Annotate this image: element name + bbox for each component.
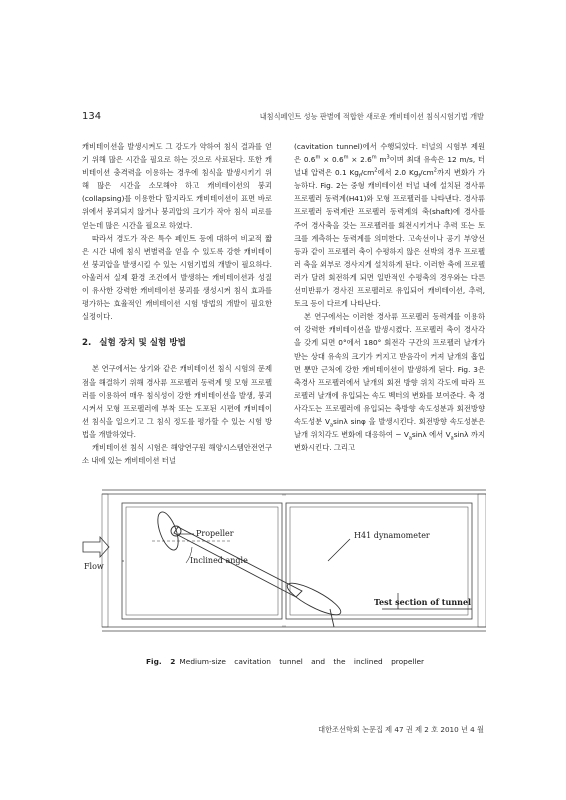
- label-dynamometer: H41 dynamometer: [354, 531, 430, 540]
- caption-text: Medium-size cavitation tunnel and the inclined propeller: [179, 657, 425, 666]
- text: 까지 변화가 가능하다. Fig. 2는 중형 캐비테이션 터널 내에 설치된 경사류 프로펠러 동력계(H41)와 모형 프로펠러를 나타낸다. 경사류 프로펠러 동력계란 프로펠러 동력계의 축(shaft)에 경사를 주어 경사축을 갖는 프로펠러를 회전시키거나 추력 또는 토크를 계측하는 동력계를 의미한다. 고속선이나 공기 부양선 등과 같이 프로펠러 축이 수평하지 않은 선박의 경우 프로펠러 축을 외부로 경사지게 설치하게 된다. 이러한 축에 프로펠러가 달려 회전하게 되면 일반적인 수평축의 경우와는 다른 선미반류가 경사진 프로펠러로 유입되어 캐비테이션, 추력, 토크 등이 다르게 나타난다.: [294, 168, 486, 309]
- flow-arrow: [83, 537, 109, 557]
- sub: a: [408, 435, 412, 442]
- bolt-strip-left: [102, 494, 108, 627]
- label-inclined-angle: Inclined angle: [190, 556, 248, 565]
- right-column: [294, 140, 485, 454]
- sup: 3: [386, 154, 390, 161]
- text: /cm: [420, 168, 434, 178]
- sub: a: [329, 422, 334, 429]
- page-number: 134: [82, 111, 102, 122]
- text: sinλ 까지 변화시킨다. 그리고: [294, 430, 485, 453]
- sub: f: [418, 173, 421, 180]
- left-paragraph-1: 캐비테이션을 발생시켜도 그 강도가 약하여 침식 결과를 얻기 위해 많은 시간을 필요로 하는 것으로 사료된다. 또한 캐비테이션 충격력을 이용하는 경우에 침식을 발생시키기 위해 많은 시간을 소모해야 하고 캐비테이션의 붕괴(collapsing)를 이용한다 할지라도 캐비테이션이 표면 바로 위에서 붕괴되지 않거나 붕괴압의 크기가 작아 침식 피로를 얻는데 많은 시간을 필요로 하였다.: [82, 142, 272, 230]
- left-paragraph-3: 본 연구에서는 상기와 같은 캐비테이션 침식 시험의 문제점을 해결하기 위해 경사류 프로펠러 동력계 및 모형 프로펠러를 이용하여 매우 침식성이 강한 캐비테이션을 발생, 붕괴시켜서 모형 프로펠러에 부착 또는 도포된 시편에 캐비테이션 침식을 일으키고 그 침식 정도를 평가할 수 있는 시험 방법을 개발하였다.: [82, 364, 272, 439]
- sup: 2: [374, 167, 378, 174]
- right-paragraph-2: [294, 310, 485, 454]
- text: /cm: [360, 168, 375, 178]
- left-paragraph-4: 캐비테이션 침식 시험은 해양연구원 해양시스템안전연구소 내에 있는 캐비테이션 터널: [82, 442, 272, 466]
- section-heading: [82, 337, 272, 350]
- caption-label: Fig. 2: [146, 657, 176, 666]
- running-title: 내침식페인트 성능 판별에 적합한 새로운 캐비테이션 침식시험기법 개발: [259, 112, 484, 121]
- sup: m: [371, 154, 377, 161]
- label-propeller: Propeller: [196, 529, 234, 538]
- sup: m: [315, 154, 321, 161]
- tunnel-diagram: [82, 481, 486, 648]
- text: × 0.6: [320, 155, 344, 165]
- sub: f: [358, 173, 361, 180]
- section-number: 2.: [82, 338, 92, 349]
- left-column: [82, 140, 272, 467]
- text: sinλ sinφ 을 발생시킨다. 회전방향 속도성분은 날개 위치각도 변화에 대응하여 − V: [294, 416, 485, 440]
- bolt-strip-right: [478, 494, 486, 627]
- figure-2: [82, 481, 486, 648]
- dynamometer-body: [284, 578, 344, 620]
- footer-journal: 대한조선학회 논문집 제 47 권 제 2 호 2010 년 4 월: [318, 725, 484, 734]
- text: × 2.6: [348, 155, 372, 165]
- support-strut: [330, 609, 334, 627]
- text: 에서 2.0 Kg: [377, 168, 419, 178]
- sup: m: [343, 154, 349, 161]
- figure-caption: [146, 657, 424, 666]
- dynamometer-pointer: [328, 539, 350, 561]
- sub: a: [450, 435, 454, 442]
- sup: 2: [433, 167, 437, 174]
- left-paragraph-2: 따라서 경도가 작은 특수 페인트 등에 대하여 비교적 짧은 시간 내에 침식 변별력을 얻을 수 있도록 강한 캐비테이션 붕괴압을 발생시킬 수 있는 시험기법의 개발이 필요하다. 아울러서 실제 환경 조건에서 발생하는 캐비테이션과 성질이 유사한 강력한 캐비테이션 붕괴를 생성시켜 침식 효과를 평가하는 효율적인 캐비테이션 시험 방법의 개발이 필요한 실정이다.: [82, 233, 272, 322]
- propeller-disk: [154, 509, 183, 552]
- section-title: 실험 장치 및 실험 방법: [99, 338, 186, 349]
- right-paragraph-1: [294, 140, 485, 310]
- label-test-section: Test section of tunnel: [374, 597, 472, 607]
- text: 본 연구에서는 이러한 경사류 프로펠러 동력계를 이용하여 강력한 캐비테이션을 발생시켰다. 프로펠러 축이 경사각을 갖게 되면 0°에서 180° 회전각 구간의 프로펠러 날개가 받는 상대 유속의 크기가 커지고 받음각이 커져 날개의 흡입면 뿐만 근처에 강한 캐비테이션이 발생하게 된다. Fig. 3은 축경사 프로펠러에서 날개의 회전 방향 위치 각도에 따라 프로펠러 날개에 유입되는 속도 벡터의 변화를 보여준다. 축 경사각도는 프로펠러에 유입되는 축방향 속도성분과 회전방향 속도성분 V: [294, 312, 485, 426]
- text: sinλ 에서 V: [411, 430, 451, 440]
- text: 이며 최대 유속은 12 m/s, 터널내 압력은 0.1 Kg: [294, 155, 485, 178]
- text: m: [376, 155, 387, 165]
- text: (cavitation tunnel)에서 수행되었다. 터널의 시험부 제원은 0.6: [294, 142, 485, 165]
- label-flow: Flow: [84, 562, 104, 571]
